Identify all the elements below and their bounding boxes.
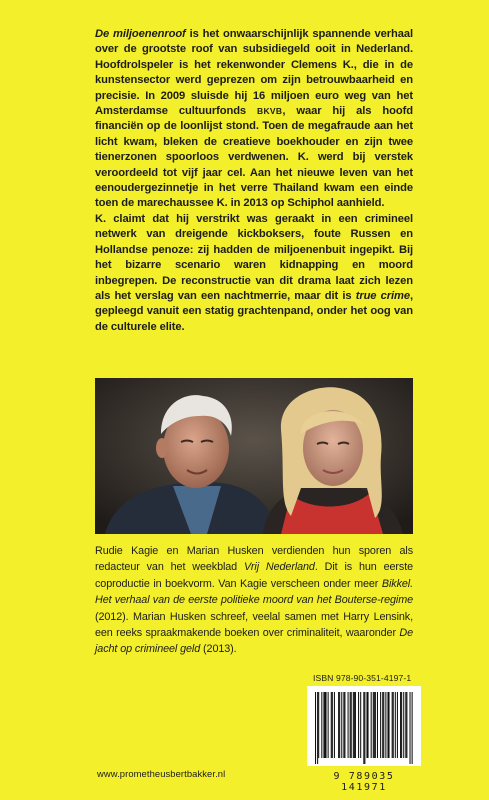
barcode-bar	[317, 692, 318, 764]
barcode-bar	[343, 692, 344, 758]
barcode-bar	[375, 692, 376, 758]
barcode-bar	[324, 692, 325, 758]
barcode-bar	[363, 692, 364, 764]
barcode-bar	[353, 692, 354, 758]
barcode-bar	[387, 692, 388, 758]
barcode-bar	[350, 692, 351, 758]
barcode-bar	[389, 692, 390, 758]
barcode-bar	[380, 692, 381, 758]
blurb-paragraph-2	[95, 212, 413, 335]
barcode-bar	[321, 692, 322, 758]
barcode-bar	[400, 692, 401, 758]
barcode-bar	[401, 692, 402, 758]
barcode-bar	[366, 692, 367, 758]
barcode-bar	[395, 692, 396, 758]
back-cover-blurb	[95, 27, 413, 335]
barcode-bar	[377, 692, 378, 758]
barcode-bar	[355, 692, 356, 758]
barcode-bar	[341, 692, 342, 758]
blurb-text: , gepleegd vanuit een statig grachtenpand, onder het oog van de culturele elite.	[95, 289, 413, 333]
barcode-bar	[405, 692, 406, 758]
barcode-bar	[368, 692, 369, 758]
bio-text: Rudie Kagie en Marian Husken verdienden hun sporen als redacteur van het weekblad	[95, 545, 413, 574]
blurb-paragraph-1	[95, 27, 413, 212]
barcode-bar	[393, 692, 394, 758]
barcode-bar	[318, 692, 319, 758]
barcode-bar	[374, 692, 375, 758]
barcode-bar	[385, 692, 386, 758]
barcode-bar	[339, 692, 340, 758]
barcode-bar	[397, 692, 398, 758]
barcode-bar	[371, 692, 372, 758]
author-bio	[95, 543, 413, 658]
barcode-bar	[338, 692, 339, 758]
barcode-bar	[382, 692, 383, 758]
barcode-bars	[307, 686, 421, 766]
book-title-husken: De jacht op crimineel geld	[95, 627, 413, 656]
barcode-bar	[360, 692, 361, 758]
barcode-bar	[326, 692, 327, 758]
bio-text: (2013).	[200, 643, 237, 656]
barcode-bar	[332, 692, 333, 758]
barcode-bar	[383, 692, 384, 758]
blurb-text: is het onwaarschijnlijk spannende verhaal over de grootste roof van subsidiegeld ooit in Nederland. Hoofdrolspeler is het rekenwonder Clemens K., die in de kunstensector werd geprezen om zijn betrouwbaarheid en precisie. In 2009 sluisde hij 16 miljoen euro weg van het Amsterdamse cultuurfonds	[95, 28, 413, 118]
barcode-bar	[392, 692, 393, 758]
barcode-bar	[344, 692, 345, 758]
barcode-bar	[410, 692, 411, 764]
barcode-bar	[331, 692, 332, 758]
barcode-bar	[358, 692, 359, 758]
barcode-bar	[315, 692, 316, 764]
barcode-bar	[334, 692, 335, 758]
barcode-bar	[403, 692, 404, 758]
barcode-bar	[406, 692, 407, 758]
isbn-label: ISBN 978-90-351-4197-1	[313, 673, 412, 683]
barcode-bar	[364, 692, 365, 764]
barcode-digits: 9 789035 141971	[333, 771, 395, 793]
barcode	[307, 686, 421, 766]
barcode-bar	[328, 692, 329, 758]
blurb-text: , waar hij als hoofd financiën op de loonlijst stond. Toen de megafraude aan het licht kwam, bleken de creatieve boekhouder en zijn twee tienerzonen spoorloos verdwenen. K. werd bij verstek veroordeeld tot vijf jaar cel. Aan het nieuwe leven van het eenoudergezinnetje in het verre Thailand kwam een einde toen de marechaussee K. in 2013 op Schiphol aanhield.	[95, 105, 413, 210]
fund-acronym: BKVB	[257, 106, 283, 117]
blurb-text: K. claimt dat hij verstrikt was geraakt in een crimineel netwerk van dreigende kickboksers, foute Russen en Hollandse penoze: zij hadden de miljoenenbuit ingepikt. Bij het bizarre scenario waren kidnapping en moord inbegrepen. De reconstructie van dit drama laat zich lezen als het verslag van een nachtmerrie, maar dit is	[95, 212, 413, 302]
book-title: De miljoenenroof	[95, 28, 186, 40]
author-photo-illustration	[95, 378, 413, 534]
barcode-bar	[323, 692, 324, 758]
author-photo	[95, 378, 413, 534]
publisher-url[interactable]: www.prometheusbertbakker.nl	[97, 768, 226, 779]
book-title-kagie: Bikkel. Het verhaal van de eerste politieke moord van het Bouterse-regime	[95, 577, 413, 607]
barcode-bar	[351, 692, 352, 758]
magazine-title: Vrij Nederland	[244, 561, 315, 574]
barcode-bar	[373, 692, 374, 758]
true-crime-italic: true crime	[355, 289, 410, 302]
barcode-bar	[354, 692, 355, 758]
bio-text: (2012). Marian Husken schreef, veelal samen met Harry Lensink, een reeks spraakmakende boeken over criminaliteit, waaronder	[95, 610, 413, 640]
barcode-bar	[412, 692, 413, 764]
bio-text: . Dit is hun eerste coproductie in boekvorm. Van Kagie verscheen onder meer	[95, 561, 413, 590]
barcode-bar	[348, 692, 349, 758]
